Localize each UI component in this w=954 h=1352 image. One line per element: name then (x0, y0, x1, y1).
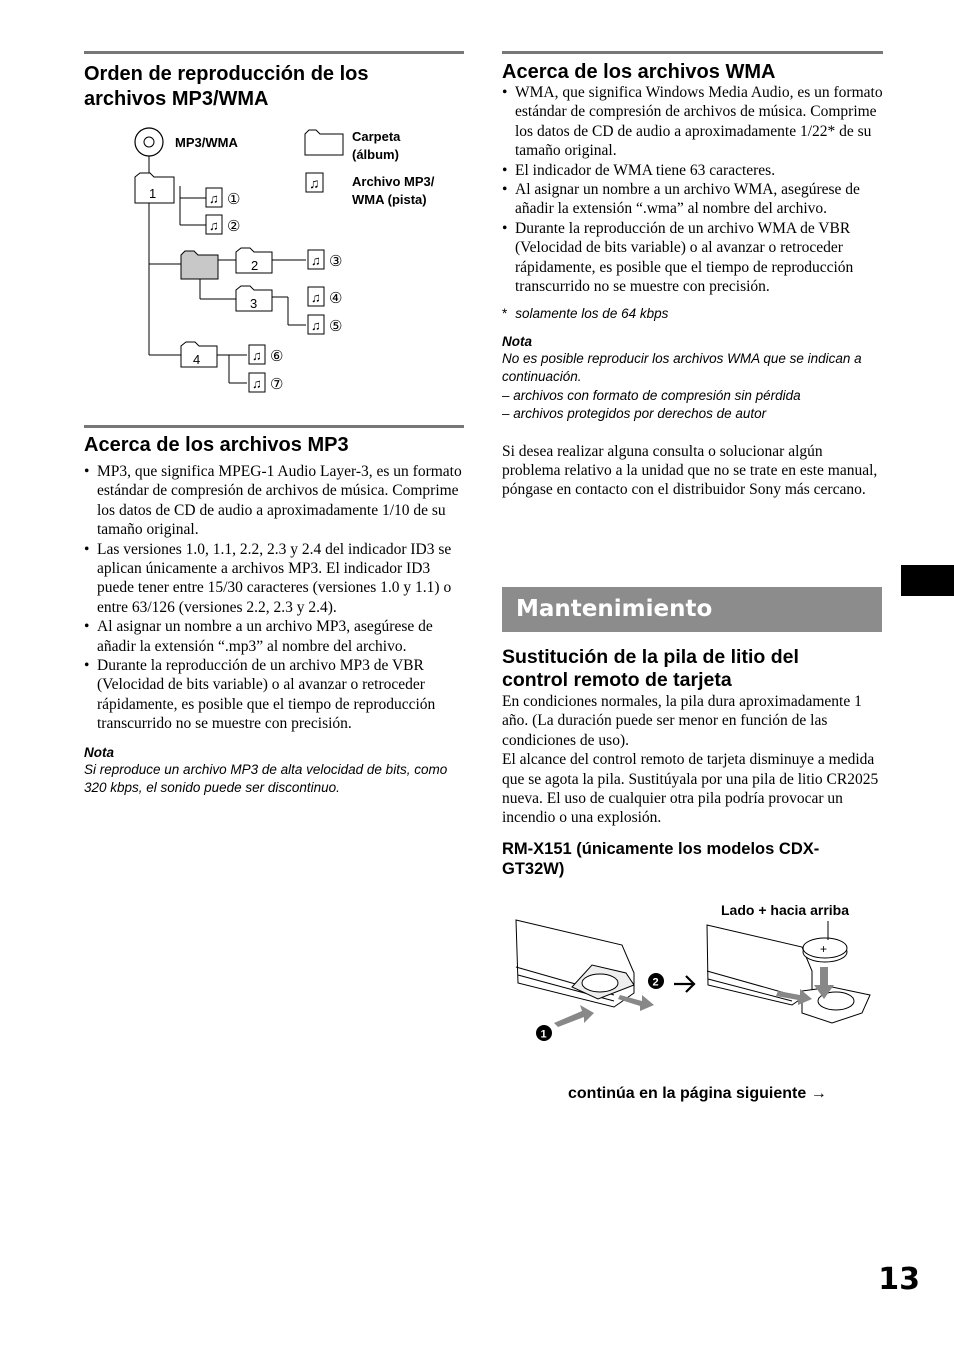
list-item: • Durante la reproducción de un archivo WMA de VBR (Velocidad de bits variable) o al avanzar o retroceder rápidamente, es posible que el tiempo de reproducción transcurrido no se muestre con precisión. (502, 219, 883, 297)
list-item: • Al asignar un nombre a un archivo WMA, asegúrese de añadir la extensión “.wma” al nombre del archivo. (502, 180, 883, 219)
music-track-icon (206, 188, 240, 208)
right-column (502, 51, 883, 500)
continues-next-page: continúa en la página siguiente → (568, 1085, 827, 1102)
root-label: MP3/WMA (175, 135, 238, 150)
contact-paragraph: Si desea realizar alguna consulta o solucionar algún problema relativo a la unidad que no se trate en este manual, póngase en contacto con el distribuidor Sony más cercano. (502, 442, 878, 499)
section-title-mp3: Acerca de los archivos MP3 (84, 434, 349, 456)
section-rule (84, 425, 464, 428)
legend-folder-line1: Carpeta (352, 129, 401, 144)
svg-text:1: 1 (540, 1028, 547, 1041)
list-item: • El indicador de WMA tiene 63 caracteres. (502, 161, 883, 180)
note-text: Si reproduce un archivo MP3 de alta velocidad de bits, como 320 kbps, el sonido puede ser discontinuo. (84, 761, 448, 796)
section-title-playback-order: Orden de reproducción de los archivos MP3/WMA (84, 63, 369, 110)
remote-control-left (516, 920, 634, 1007)
section-rule (502, 51, 883, 54)
svg-text:⑤: ⑤ (329, 318, 343, 335)
music-track-icon (249, 373, 283, 393)
list-item: • WMA, que significa Windows Media Audio, es un formato estándar de compresión de archivos de música. Comprime los datos de CD de audio a aproximadamente 1/22* de su tamaño original. (502, 83, 883, 161)
arrow-icon (618, 995, 654, 1011)
svg-text:♫: ♫ (309, 175, 320, 191)
svg-text:⑦: ⑦ (270, 376, 284, 393)
step-2-marker (648, 973, 664, 989)
legend-track-line1: Archivo MP3/ (352, 174, 435, 189)
wma-bullet-list (502, 83, 883, 296)
svg-text:♫: ♫ (209, 191, 219, 206)
legend-folder-icon (305, 130, 343, 155)
svg-text:③: ③ (329, 253, 343, 270)
footnote-mark: * (502, 306, 508, 322)
coin-battery-icon (803, 921, 847, 962)
music-track-icon (308, 250, 342, 270)
note-heading: Nota (502, 333, 532, 349)
right-column-lower (502, 646, 883, 879)
svg-text:+: + (820, 942, 828, 956)
svg-text:④: ④ (329, 290, 343, 307)
arrow-icon (554, 1005, 594, 1027)
list-item: • MP3, que significa MPEG-1 Audio Layer-3, es un formato estándar de compresión de archivos de música. Comprime los datos de CD de audio a aproximadamente 1/10 de su tamaño original. (84, 462, 464, 540)
remote-control-right (707, 925, 870, 1023)
section-title-battery: Sustitución de la pila de litio del control remoto de tarjeta (502, 646, 799, 691)
folder-icon (181, 342, 217, 367)
svg-text:♫: ♫ (252, 376, 262, 391)
svg-text:②: ② (227, 218, 241, 235)
cd-icon (135, 128, 163, 156)
music-track-icon (308, 287, 342, 307)
side-tab-marker (901, 565, 954, 596)
battery-paragraph-1: En condiciones normales, la pila dura aproximadamente 1 año. (La duración puede ser menor en función de las condiciones de uso). (502, 693, 862, 749)
svg-text:⑥: ⑥ (270, 348, 284, 365)
section-title-wma: Acerca de los archivos WMA (502, 61, 776, 83)
battery-paragraph-2: El alcance del control remoto de tarjeta disminuye a medida que se agota la pila. Sustitúyala por una pila de litio CR2025 nueva. El uso de cualquier otra pila podría provocar un incendio o una explosión. (502, 751, 879, 827)
list-item: • Al asignar un nombre a un archivo MP3, asegúrese de añadir la extensión “.mp3” al nombre del archivo. (84, 617, 464, 656)
svg-text:2: 2 (251, 258, 259, 273)
arrow-right-icon (674, 976, 694, 992)
folder-icon (236, 248, 272, 273)
folder-tree-diagram (84, 124, 464, 394)
svg-text:♫: ♫ (209, 218, 219, 233)
note-line: – archivos protegidos por derechos de autor (502, 406, 767, 422)
folder-icon (236, 286, 272, 311)
svg-text:♫: ♫ (311, 253, 321, 268)
folder-icon (181, 251, 218, 279)
list-item: • Durante la reproducción de un archivo MP3 de VBR (Velocidad de bits variable) o al avanzar o retroceder rápidamente, es posible que el tiempo de reproducción transcurrido no se muestre con precisión. (84, 656, 464, 734)
section-rule (84, 51, 464, 54)
svg-text:①: ① (227, 191, 241, 208)
list-item: • Las versiones 1.0, 1.1, 2.2, 2.3 y 2.4 del indicador ID3 se aplican únicamente a archivos MP3. El indicador ID3 puede tener entre 15/30 caracteres (versiones 1.0 y 1.1) o entre 63/126 (versiones 2.2, 2.3 y 2.4). (84, 540, 464, 618)
step-1-marker (536, 1025, 552, 1041)
svg-text:2: 2 (652, 976, 659, 989)
legend-track-icon (306, 173, 323, 192)
music-track-icon (206, 215, 240, 235)
legend-folder-line2: (álbum) (352, 147, 399, 162)
mp3-bullet-list (84, 462, 464, 734)
legend-track-line2: WMA (pista) (352, 192, 427, 207)
footnote (502, 305, 883, 323)
svg-text:♫: ♫ (311, 318, 321, 333)
model-heading: RM-X151 (únicamente los modelos CDX-GT32W) (502, 839, 820, 878)
maintenance-banner: Mantenimiento (502, 587, 882, 632)
note-text: No es posible reproducir los archivos WMA que se indican a continuación. (502, 350, 862, 385)
folder-icon (135, 173, 174, 203)
page-number: 13 (878, 1262, 920, 1297)
left-column (84, 51, 464, 798)
note-heading: Nota (84, 744, 114, 760)
svg-text:♫: ♫ (311, 290, 321, 305)
music-track-icon (249, 345, 283, 365)
battery-replacement-figure (502, 895, 882, 1055)
note-line: – archivos con formato de compresión sin pérdida (502, 387, 801, 403)
svg-text:4: 4 (193, 352, 201, 367)
svg-text:3: 3 (250, 296, 258, 311)
svg-text:♫: ♫ (252, 348, 262, 363)
svg-text:1: 1 (149, 186, 157, 201)
figure-label: Lado + hacia arriba (721, 902, 849, 918)
footnote-text: solamente los de 64 kbps (515, 306, 669, 322)
music-track-icon (308, 315, 342, 335)
